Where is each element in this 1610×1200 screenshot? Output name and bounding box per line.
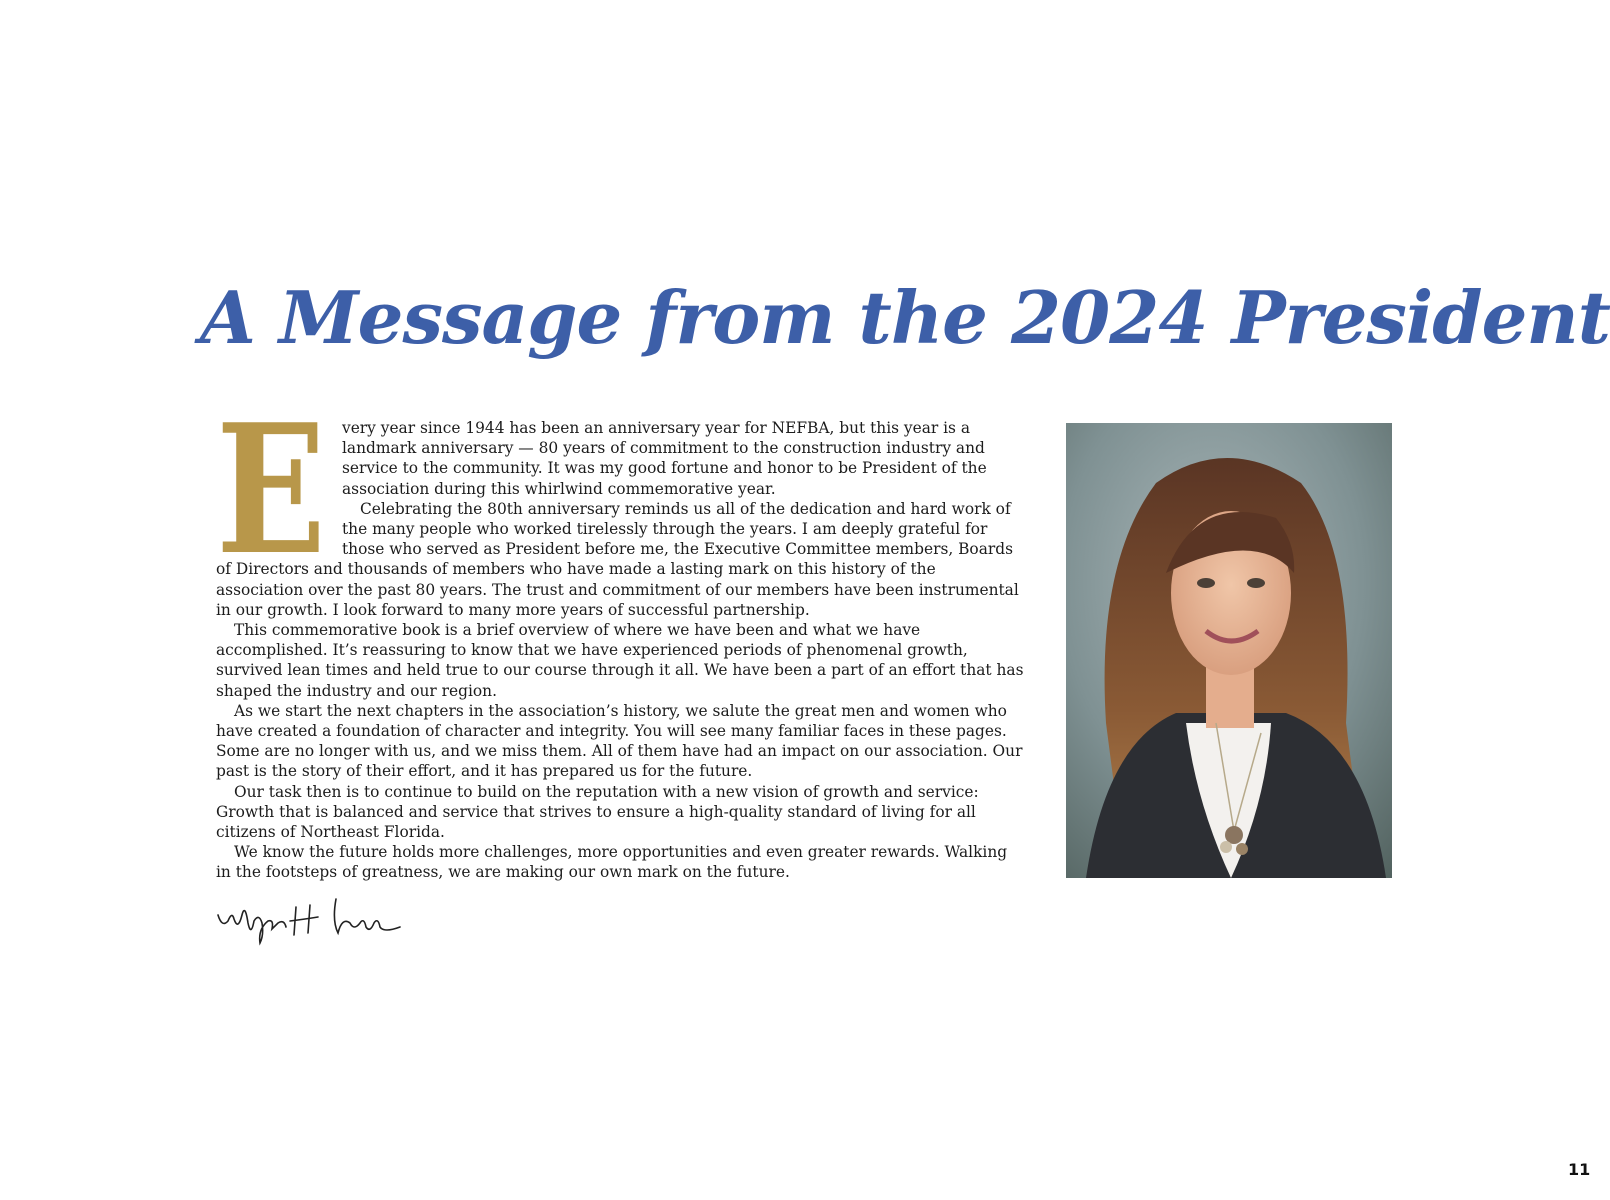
paragraph-6: We know the future holds more challenges, more opportunities and even greater rewards. Walking in the footsteps of greatness, we are making our own mark on the future. [216,843,1008,882]
president-portrait [1066,423,1392,878]
president-message [216,385,1024,883]
paragraph-5: Our task then is to continue to build on the reputation with a new vision of growth and service: Growth that is balanced and service that strives to ensure a high-quality standard of living for all citizens of Northeast Florida. [216,782,979,842]
paragraph-2: Celebrating the 80th anniversary reminds us all of the dedication and hard work of the many people who worked tirelessly through the years. I am deeply grateful for those who served as President before me, the Executive Committee members, Boards of Directors and thousands of members who have made a lasting mark on this history of the association over the past 80 years. The trust and commitment of our members have been instrumental in our growth. I look forward to many more years of successful partnership. [216,499,1019,619]
paragraph-1: very year since 1944 has been an anniversary year for NEFBA, but this year is a landmark anniversary — 80 years of commitment to the construction industry and service to the community. It was my good fortune and honor to be President of the association during this whirlwind commemorative year. [342,419,987,498]
president-signature [214,893,404,953]
drop-cap-letter [216,385,330,594]
page-title: A Message from the 2024 President [200,275,1610,360]
paragraph-4: As we start the next chapters in the association’s history, we salute the great men and women who have created a foundation of character and integrity. You will see many familiar faces in these pages. Some are no longer with us, and we miss them. All of them have had an impact on our association. Our past is the story of their effort, and it has prepared us for the future. [216,701,1023,781]
paragraph-3: This commemorative book is a brief overview of where we have been and what we have accomplished. It’s reassuring to know that we have experienced periods of phenomenal growth, survived lean times and held true to our course through it all. We have been a part of an effort that has shaped the industry and our region. [216,621,1024,700]
drop-cap-glyph: E [216,385,326,594]
page-number: 11 [1568,1160,1591,1179]
